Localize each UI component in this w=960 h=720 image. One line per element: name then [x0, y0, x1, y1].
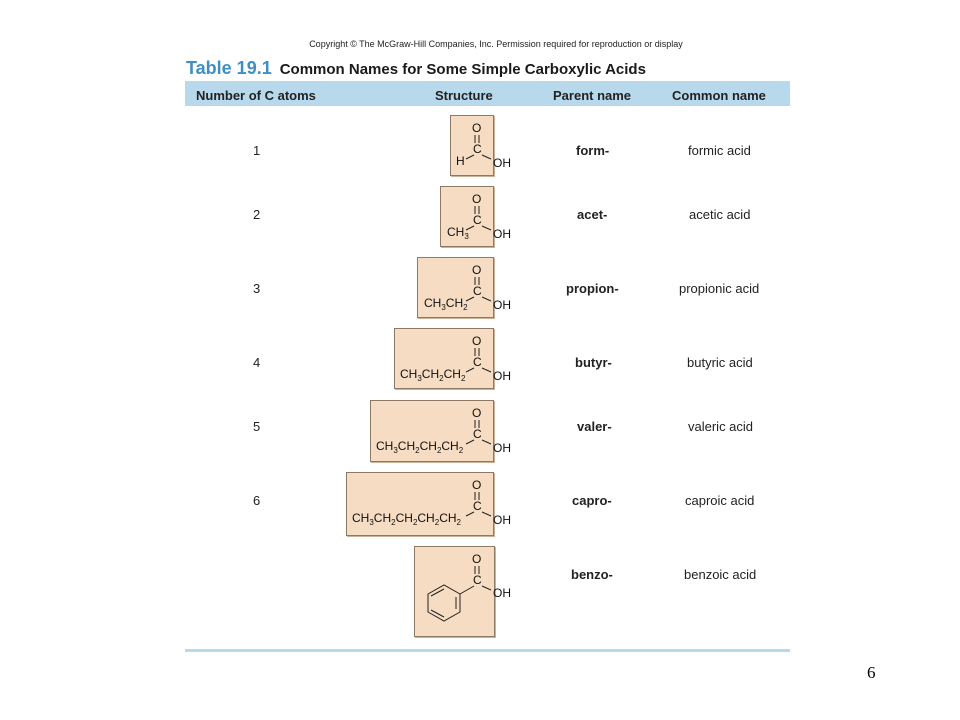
hydroxyl-group: OH	[493, 369, 511, 383]
parent-name: valer-	[577, 419, 612, 434]
carbon-atom: C	[473, 213, 482, 227]
copyright-notice: Copyright © The McGraw-Hill Companies, Inc. Permission required for reproduction or display	[309, 39, 683, 49]
parent-name: propion-	[566, 281, 619, 296]
page-number: 6	[867, 663, 876, 682]
header-carbon-atoms: Number of C atoms	[196, 88, 316, 103]
parent-name: butyr-	[575, 355, 612, 370]
alkyl-chain: $CH_3CH_2CH_2$	[400, 367, 466, 383]
common-name: propionic acid	[679, 281, 760, 296]
carbon-atom: C	[473, 355, 482, 369]
oxygen-atom: O	[472, 552, 482, 566]
parent-name: benzo-	[571, 567, 613, 582]
table-caption: Common Names for Some Simple Carboxylic Acids	[279, 61, 646, 78]
carbon-count: 6	[253, 493, 261, 508]
hydroxyl-group: OH	[493, 513, 511, 527]
hydroxyl-group: OH	[493, 156, 511, 170]
hydrogen-atom: H	[456, 154, 465, 168]
hydroxyl-group: OH	[493, 298, 511, 312]
alkyl-chain: $CH_3$	[447, 225, 469, 241]
common-name: valeric acid	[688, 419, 754, 434]
hydroxyl-group: OH	[493, 441, 511, 455]
carbon-atom: C	[473, 499, 482, 513]
alkyl-chain: $CH_3CH_2CH_2CH_2CH_2$	[352, 511, 461, 527]
carbon-atom: C	[473, 142, 482, 156]
common-name: butyric acid	[687, 355, 753, 370]
header-common-name: Common name	[672, 88, 766, 103]
header-parent-name: Parent name	[553, 88, 632, 103]
common-name: formic acid	[688, 143, 751, 158]
carbon-count: 5	[253, 419, 261, 434]
oxygen-atom: O	[472, 263, 482, 277]
header-structure: Structure	[435, 88, 493, 103]
carbon-atom: C	[473, 573, 482, 587]
common-name: caproic acid	[685, 493, 755, 508]
alkyl-chain: $CH_3CH_2CH_2CH_2$	[376, 439, 464, 455]
oxygen-atom: O	[472, 334, 482, 348]
oxygen-atom: O	[472, 478, 482, 492]
carbon-count: 3	[253, 281, 261, 296]
parent-name: form-	[576, 143, 610, 158]
oxygen-atom: O	[472, 406, 482, 420]
parent-name: acet-	[577, 207, 608, 222]
common-name: benzoic acid	[684, 567, 757, 582]
alkyl-chain: $CH_3CH_2$	[424, 296, 468, 312]
hydroxyl-group: OH	[493, 586, 511, 600]
oxygen-atom: O	[472, 121, 482, 135]
parent-name: capro-	[572, 493, 612, 508]
hydroxyl-group: OH	[493, 227, 511, 241]
carbon-atom: C	[473, 427, 482, 441]
oxygen-atom: O	[472, 192, 482, 206]
carbon-atom: C	[473, 284, 482, 298]
table-bottom-rule	[185, 649, 790, 652]
common-name: acetic acid	[689, 207, 751, 222]
table-number: Table 19.1	[186, 58, 272, 78]
carbon-count: 1	[253, 143, 261, 158]
carbon-count: 2	[253, 207, 261, 222]
carbon-count: 4	[253, 355, 261, 370]
